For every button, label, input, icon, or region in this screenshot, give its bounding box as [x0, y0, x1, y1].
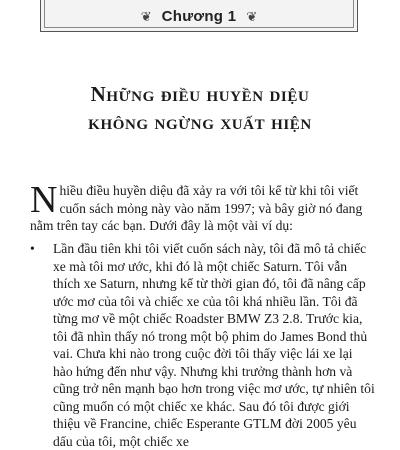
drop-cap: N — [30, 179, 58, 221]
chapter-banner-inner — [41, 4, 357, 28]
chapter-label: Chương 1 — [161, 7, 237, 25]
bullet-item — [30, 240, 375, 450]
bullet-icon: • — [30, 241, 35, 256]
intro-text: hiều điều huyền diệu đã xảy ra với tôi kể từ khi tôi viết cuốn sách mỏng này vào năm 1997; và bây giờ nó đang nằm trên tay các bạn. Dưới đây là một vài ví dụ: — [30, 183, 363, 233]
fleuron-left-icon: ❦ — [140, 8, 152, 24]
fleuron-right-icon: ❦ — [246, 8, 258, 24]
bullet-text: Lần đầu tiên khi tôi viết cuốn sách này, tôi đã mô tả chiếc xe mà tôi mơ ước, khi đó là một chiếc Saturn. Tôi vẫn thích xe Saturn, nhưng kể từ thời gian đó, tôi đã nâng cấp ước mơ của tôi và chiếc xe của tôi khá nhiều lần. Tôi đã từng mơ về một chiếc Roadster BMW Z3 2.8. Trước kia, tôi đã nhìn thấy nó trong một bộ phim do James Bond thủ vai. Chưa khi nào trong cuộc đời tôi thấy việc lái xe lại hào hứng đến như vậy. Nhưng khi trưởng thành hơn và cũng trở nên mạnh bạo hơn trong việc mơ ước, tự nhiên tôi cũng muốn có một chiếc xe khác. Sau đó tôi được giới thiệu về Francine, chiếc Esperante GTLM đời 2005 yêu dấu của tôi, một chiếc xe — [53, 241, 375, 449]
intro-paragraph — [30, 179, 375, 235]
chapter-title-line-1: Những điều huyền diệu — [90, 82, 310, 106]
chapter-title-line-2: không ngừng xuất hiện — [88, 110, 312, 134]
chapter-banner — [40, 0, 358, 32]
